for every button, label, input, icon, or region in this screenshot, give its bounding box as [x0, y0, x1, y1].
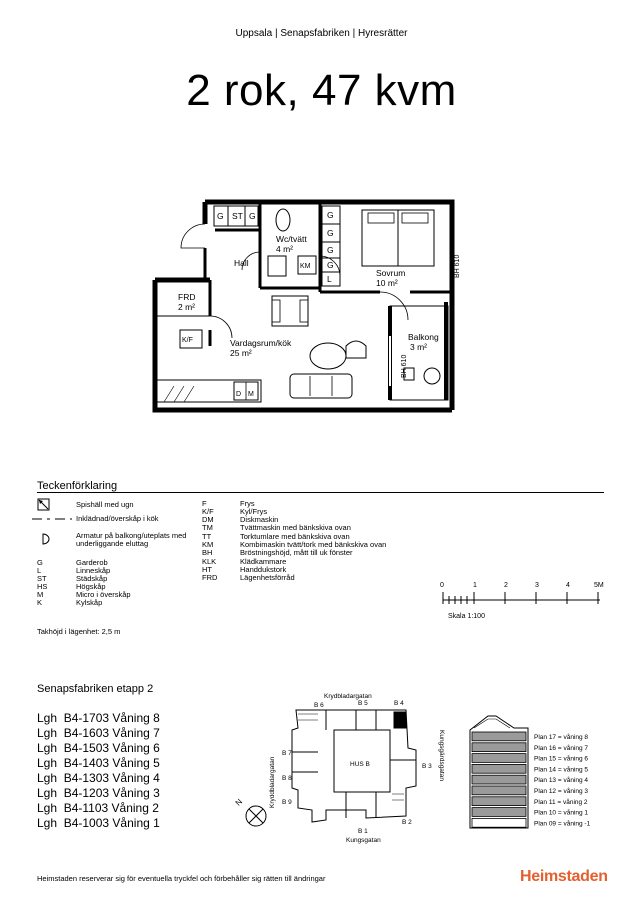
legend-code-desc: Högskåp: [76, 582, 106, 591]
block-b4: B 4: [394, 700, 404, 707]
legend-code-desc: Diskmaskin: [240, 515, 279, 524]
legend-code-desc: Linneskåp: [76, 566, 111, 575]
block-b7: B 7: [282, 750, 292, 757]
block-b9: B 9: [282, 799, 292, 806]
block-b3: B 3: [422, 763, 432, 770]
apartment-prefix: Lgh: [37, 771, 58, 785]
scale-tick-5: 5M: [594, 582, 604, 589]
legend-symbol-desc: Spishäll med ugn: [76, 500, 134, 509]
scale-tick-4: 4: [566, 582, 570, 589]
apartment-prefix: Lgh: [37, 711, 58, 725]
section-floor: [472, 786, 526, 795]
scale-label: Skala 1:100: [448, 613, 485, 620]
legend-code-desc: Lägenhetsförråd: [240, 573, 295, 582]
house-label: HUS B: [350, 761, 370, 768]
scale-bar: [440, 578, 610, 622]
legend-code-desc: Kylskåp: [76, 598, 103, 607]
north-label: N: [233, 797, 245, 808]
legend-code: K: [37, 598, 43, 607]
code-m: M: [248, 391, 254, 398]
code-g-1: G: [217, 211, 224, 221]
apartment-floor: Våning 2: [111, 801, 159, 815]
legend-code: FRD: [202, 573, 218, 582]
legend-code: ST: [37, 574, 47, 583]
room-wc-area: 4 m²: [276, 244, 293, 254]
legend-code: L: [37, 566, 42, 575]
section-floors: [472, 732, 526, 827]
legend-code-desc: Garderob: [76, 558, 108, 567]
stage-title: Senapsfabriken etapp 2: [37, 683, 154, 695]
apartment-row: [37, 741, 160, 755]
scale-tick-1: 1: [473, 582, 477, 589]
legend-code: KM: [202, 540, 214, 549]
room-sovrum-name: Sovrum: [376, 268, 406, 278]
room-balkong-area: 3 m²: [410, 342, 427, 352]
apartment-floor: Våning 7: [112, 726, 160, 740]
legend-code: KLK: [202, 557, 217, 566]
apartment-row: [37, 756, 160, 770]
building-section: [460, 710, 610, 835]
section-plan-label: Plan 15 = våning 6: [534, 755, 589, 763]
page-title: 2 rok, 47 kvm: [186, 66, 457, 115]
apartment-number: B4-1303: [63, 771, 110, 785]
ceiling-height: Takhöjd i lägenhet: 2,5 m: [37, 627, 121, 636]
legend-code-desc: Tvättmaskin med bänkskiva ovan: [240, 523, 351, 532]
legend-symbol-desc: Armatur på balkong/uteplats med underliggande eluttag: [76, 531, 187, 549]
apartment-row: [37, 786, 160, 800]
legend-code-desc: Torktumlare med bänkskiva ovan: [240, 532, 350, 541]
block-b5: B 5: [358, 700, 368, 707]
section-floor: [472, 818, 526, 827]
apartment-prefix: Lgh: [37, 786, 58, 800]
bh-label-1: BH 610: [454, 254, 461, 278]
legend-code: TM: [202, 523, 213, 532]
legend-code: G: [37, 558, 43, 567]
room-vardagsrum-area: 25 m²: [230, 348, 252, 358]
code-g-2: G: [249, 211, 256, 221]
apartment-row: [37, 816, 160, 830]
room-frd-name: FRD: [178, 292, 196, 302]
room-frd-area: 2 m²: [178, 302, 195, 312]
section-plan-label: Plan 17 = våning 8: [534, 734, 589, 741]
apartment-number: B4-1703: [63, 711, 110, 725]
code-l: L: [327, 274, 332, 284]
section-floor: [472, 797, 526, 806]
apartment-number: B4-1003: [63, 816, 110, 830]
scale-tick-3: 3: [535, 582, 539, 589]
section-floor: [472, 808, 526, 817]
apartment-number: B4-1503: [63, 741, 110, 755]
section-plan-label: Plan 13 = våning 4: [534, 777, 589, 785]
apartment-row: [37, 771, 160, 785]
apartment-prefix: Lgh: [37, 741, 58, 755]
apartment-row: [37, 711, 160, 725]
legend-code-desc: Kyl/Frys: [240, 507, 268, 516]
heimstaden-logo[interactable]: Heimstaden: [520, 868, 608, 885]
lamp-icon: [41, 533, 51, 545]
street-top-label: Krydbladargatan: [324, 693, 372, 700]
legend-code-desc: Frys: [240, 499, 255, 508]
legend-symbol-desc: Inklädnad/överskåp i kök: [76, 514, 159, 523]
apartment-number: B4-1403: [63, 756, 110, 770]
legend-code: DM: [202, 515, 214, 524]
apartment-row: [37, 801, 159, 815]
code-g-4: G: [327, 228, 334, 238]
bh-label-2: BH 610: [401, 354, 408, 378]
legend-code-desc: Micro i överskåp: [76, 590, 131, 599]
room-wc-name: Wc/tvätt: [276, 234, 307, 244]
subtitle: Uppsala | Senapsfabriken | Hyresrätter: [235, 28, 408, 39]
legend-code-desc: Handdukstork: [240, 565, 287, 574]
legend-code: TT: [202, 532, 212, 541]
compass-icon: [234, 797, 266, 826]
section-plan-label: Plan 12 = våning 3: [534, 788, 589, 795]
section-floor: [472, 764, 526, 773]
apartment-prefix: Lgh: [37, 756, 58, 770]
stove-icon: [37, 498, 51, 512]
legend-title: Teckenförklaring: [37, 480, 118, 492]
apartment-floor: Våning 6: [112, 741, 160, 755]
apartment-floor: Våning 1: [112, 816, 160, 830]
room-vardagsrum-name: Vardagsrum/kök: [230, 338, 292, 348]
room-sovrum-area: 10 m²: [376, 278, 398, 288]
section-plan-label: Plan 09 = våning -1: [534, 820, 591, 828]
legend-code-desc: Klädkammare: [240, 557, 287, 566]
section-plan-label: Plan 11 = våning 2: [534, 798, 588, 806]
apartment-row: [37, 726, 160, 740]
block-b2: B 2: [402, 819, 412, 826]
apartment-number: B4-1203: [63, 786, 110, 800]
section-plan-label: Plan 10 = våning 1: [534, 809, 589, 817]
legend-code: HT: [202, 565, 212, 574]
room-balkong-name: Balkong: [408, 332, 439, 342]
footer-disclaimer: Heimstaden reserverar sig för eventuella tryckfel och förbehåller sig rätten till ändringar: [37, 874, 326, 883]
apartment-prefix: Lgh: [37, 801, 58, 815]
room-hall: Hall: [234, 258, 249, 268]
legend-code-desc: Städskåp: [76, 574, 108, 583]
section-floor: [472, 732, 526, 741]
code-st: ST: [232, 211, 243, 221]
code-km: KM: [300, 263, 311, 270]
code-d: D: [236, 391, 242, 398]
section-floor: [472, 775, 526, 784]
code-g-5: G: [327, 245, 334, 255]
apartment-number: B4-1603: [63, 726, 110, 740]
block-b6: B 6: [314, 702, 324, 709]
code-g-3: G: [327, 210, 334, 220]
section-floor: [472, 743, 526, 752]
apartment-floor: Våning 3: [112, 786, 160, 800]
apartment-floor: Våning 8: [112, 711, 160, 725]
section-floor: [472, 754, 526, 763]
code-kf: K/F: [182, 337, 193, 344]
apartment-prefix: Lgh: [37, 816, 58, 830]
legend-code-desc: Kombimaskin tvätt/tork med bänkskiva ovan: [240, 540, 387, 549]
block-b8: B 8: [282, 775, 292, 782]
apartment-floor: Våning 5: [112, 756, 160, 770]
floor-plan: [150, 196, 460, 416]
apartment-number: B4-1103: [63, 801, 109, 815]
apartment-floor: Våning 4: [112, 771, 160, 785]
legend-code: BH: [202, 548, 213, 557]
code-g-6: G: [327, 260, 334, 270]
legend-code: F: [202, 499, 207, 508]
dashed-line-icon: [32, 516, 72, 522]
legend-code: M: [37, 590, 44, 599]
site-plan: [226, 690, 448, 846]
section-plan-label: Plan 14 = våning 5: [534, 766, 589, 774]
street-bottom-label: Kungsgatan: [346, 837, 381, 844]
legend-code-desc: Bröstningshöjd, mått till uk fönster: [240, 548, 353, 557]
scale-tick-2: 2: [504, 582, 508, 589]
legend-divider: [37, 492, 604, 493]
apartment-prefix: Lgh: [37, 726, 58, 740]
block-b1: B 1: [358, 828, 368, 835]
legend-code: HS: [37, 582, 48, 591]
street-right-label: Kungsgärdsgatan: [438, 730, 445, 781]
legend-code: K/F: [202, 507, 214, 516]
section-plan-label: Plan 16 = våning 7: [534, 744, 589, 752]
scale-tick-0: 0: [440, 582, 444, 589]
street-left-label: Kryddbladargatan: [269, 756, 276, 808]
